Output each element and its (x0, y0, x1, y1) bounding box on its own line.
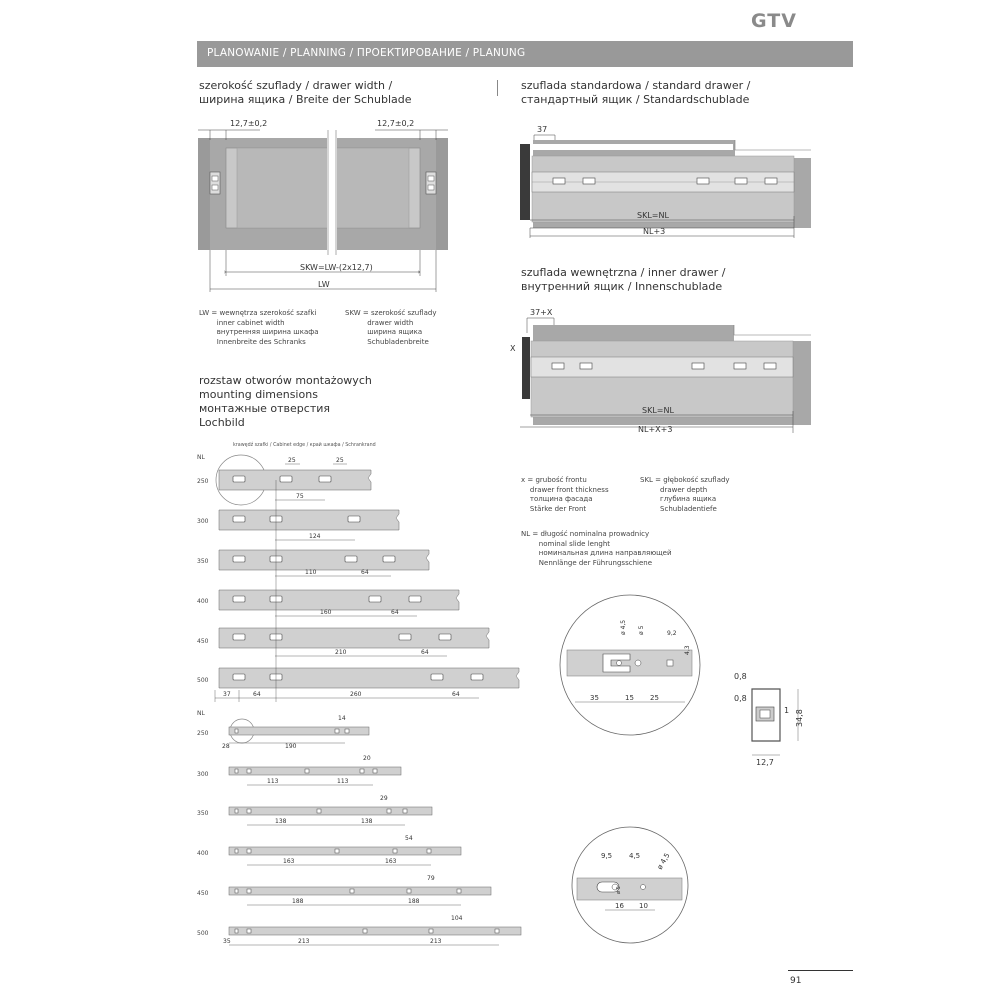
svg-text:25: 25 (650, 694, 659, 702)
svg-text:124: 124 (309, 533, 321, 540)
svg-text:12,7: 12,7 (756, 758, 774, 767)
inner-drawer-title-1: szuflada wewnętrzna / inner drawer / (521, 266, 726, 279)
svg-text:500: 500 (197, 930, 209, 937)
svg-text:300: 300 (197, 771, 209, 778)
dim-left-127: 12,7±0,2 (230, 119, 268, 128)
inner-drawer-diagram (508, 303, 853, 438)
legend-skl: SKL = głębokość szuflady drawer depth глубина ящика Schubladentiefe (640, 476, 730, 513)
right-slide-icon (426, 172, 436, 194)
svg-text:75: 75 (296, 493, 304, 500)
drawer-width-title-2: ширина ящика / Breite der Schublade (199, 93, 412, 106)
svg-text:188: 188 (408, 898, 420, 905)
svg-text:ø 5: ø 5 (638, 625, 645, 635)
len-250: 250 (197, 478, 209, 485)
svg-text:250: 250 (197, 730, 209, 737)
nl-label-lower: NL (197, 710, 205, 717)
banner-title: PLANOWANIE / PLANNING / ПРОЕКТИРОВАНИЕ / PLANUNG (207, 47, 526, 59)
svg-text:138: 138 (275, 818, 287, 825)
left-slide-icon (210, 172, 220, 194)
len-350: 350 (197, 558, 209, 565)
svg-text:400: 400 (197, 850, 209, 857)
svg-text:28: 28 (222, 743, 230, 750)
legend-x: x = grubość frontu drawer front thickness толщина фасада Stärke der Front (521, 476, 609, 513)
svg-text:113: 113 (267, 778, 279, 785)
inner-drawer-title-2: внутренний ящик / Innenschublade (521, 280, 723, 293)
svg-text:34,8: 34,8 (795, 709, 804, 727)
profile-cross-section (730, 665, 815, 775)
svg-text:54: 54 (405, 835, 413, 842)
svg-text:ø 5: ø 5 (616, 886, 622, 894)
legend-nl: NL = długość nominalna prowadnicy nominal slide lenght номинальная длина направляющей Nennlänge der Führungsschiene (521, 530, 672, 567)
dim-nl3: NL+3 (643, 227, 666, 236)
mounting-title-1: rozstaw otworów montażowych (199, 374, 372, 387)
dim-lw: LW (318, 280, 330, 289)
standard-drawer-diagram (515, 120, 855, 245)
svg-text:64: 64 (361, 569, 369, 576)
slide-hole-detail-2 (565, 820, 695, 950)
rail-400 (219, 590, 459, 610)
svg-text:113: 113 (337, 778, 349, 785)
svg-text:29: 29 (380, 795, 388, 802)
mounting-title-4: Lochbild (199, 416, 245, 429)
svg-text:9,5: 9,5 (601, 852, 613, 860)
column-divider (497, 80, 498, 96)
drawer-width-title-1: szerokość szuflady / drawer width / (199, 79, 393, 92)
inner-drawer-front (522, 337, 530, 399)
svg-text:ø 4,5: ø 4,5 (655, 851, 672, 871)
section-banner (197, 41, 853, 67)
drawer-front (520, 144, 530, 220)
svg-text:79: 79 (427, 875, 435, 882)
svg-text:260: 260 (350, 691, 362, 698)
svg-text:104: 104 (451, 915, 463, 922)
svg-text:15: 15 (625, 694, 634, 702)
nl-label-upper: NL (197, 454, 205, 461)
page-footer-line (788, 970, 853, 971)
svg-text:450: 450 (197, 890, 209, 897)
standard-drawer-title-1: szuflada standardowa / standard drawer / (521, 79, 751, 92)
svg-text:160: 160 (320, 609, 332, 616)
mounting-rails-lower (195, 707, 530, 952)
drawer-width-diagram (190, 110, 460, 295)
svg-text:213: 213 (298, 938, 310, 945)
mounting-title-3: монтажные отверстия (199, 402, 331, 415)
len-450: 450 (197, 638, 209, 645)
len-300: 300 (197, 518, 209, 525)
rail-350 (219, 550, 429, 570)
svg-text:210: 210 (335, 649, 347, 656)
dim-37: 37 (537, 125, 548, 134)
svg-text:25: 25 (288, 457, 296, 464)
page-number: 91 (790, 976, 802, 986)
legend-skw: SKW = szerokość szuflady drawer width ширина ящика Schubladenbreite (345, 309, 437, 346)
svg-text:163: 163 (283, 858, 295, 865)
cabinet-edge-label: krawędź szafki / Cabinet edge / край шкафа / Schrankrand (233, 443, 376, 448)
standard-drawer-title-2: стандартный ящик / Standardschublade (521, 93, 750, 106)
svg-text:163: 163 (385, 858, 397, 865)
dim-skw: SKW=LW-(2x12,7) (300, 263, 373, 272)
dim-right-127: 12,7±0,2 (377, 119, 415, 128)
svg-text:0,8: 0,8 (734, 694, 747, 703)
rail-300 (219, 510, 399, 530)
svg-text:14: 14 (338, 715, 346, 722)
slide-hole-detail-1 (555, 590, 705, 740)
svg-text:16: 16 (615, 902, 624, 910)
svg-text:25: 25 (336, 457, 344, 464)
svg-text:213: 213 (430, 938, 442, 945)
len-500: 500 (197, 677, 209, 684)
svg-text:64: 64 (452, 691, 460, 698)
dim-nlx3: NL+X+3 (638, 425, 673, 434)
svg-text:35: 35 (590, 694, 599, 702)
dim-37x: 37+X (530, 308, 553, 317)
mounting-rails-upper (195, 440, 530, 710)
svg-text:138: 138 (361, 818, 373, 825)
svg-text:ø 4,5: ø 4,5 (620, 619, 627, 635)
svg-text:64: 64 (421, 649, 429, 656)
svg-text:110: 110 (305, 569, 317, 576)
svg-text:350: 350 (197, 810, 209, 817)
svg-text:35: 35 (223, 938, 231, 945)
svg-text:64: 64 (391, 609, 399, 616)
svg-text:4,3: 4,3 (684, 645, 691, 655)
dim-inner-skl: SKL=NL (642, 406, 674, 415)
legend-lw: LW = wewnętrza szerokość szafki inner cabinet width внутренняя ширина шкафа Innenbreite des Schranks (199, 309, 319, 346)
svg-text:0,8: 0,8 (734, 672, 747, 681)
dim-skl: SKL=NL (637, 211, 669, 220)
svg-text:188: 188 (292, 898, 304, 905)
svg-text:37: 37 (223, 691, 231, 698)
gtv-logo: GTV (751, 10, 797, 32)
dim-x: X (510, 344, 516, 353)
svg-text:4,5: 4,5 (629, 852, 641, 860)
svg-text:10: 10 (639, 902, 648, 910)
inner-slide-rail (531, 357, 793, 377)
len-400: 400 (197, 598, 209, 605)
svg-text:20: 20 (363, 755, 371, 762)
svg-text:64: 64 (253, 691, 261, 698)
svg-text:9,2: 9,2 (667, 630, 677, 637)
svg-text:190: 190 (285, 743, 297, 750)
mounting-title-2: mounting dimensions (199, 388, 318, 401)
svg-text:1: 1 (784, 706, 790, 715)
